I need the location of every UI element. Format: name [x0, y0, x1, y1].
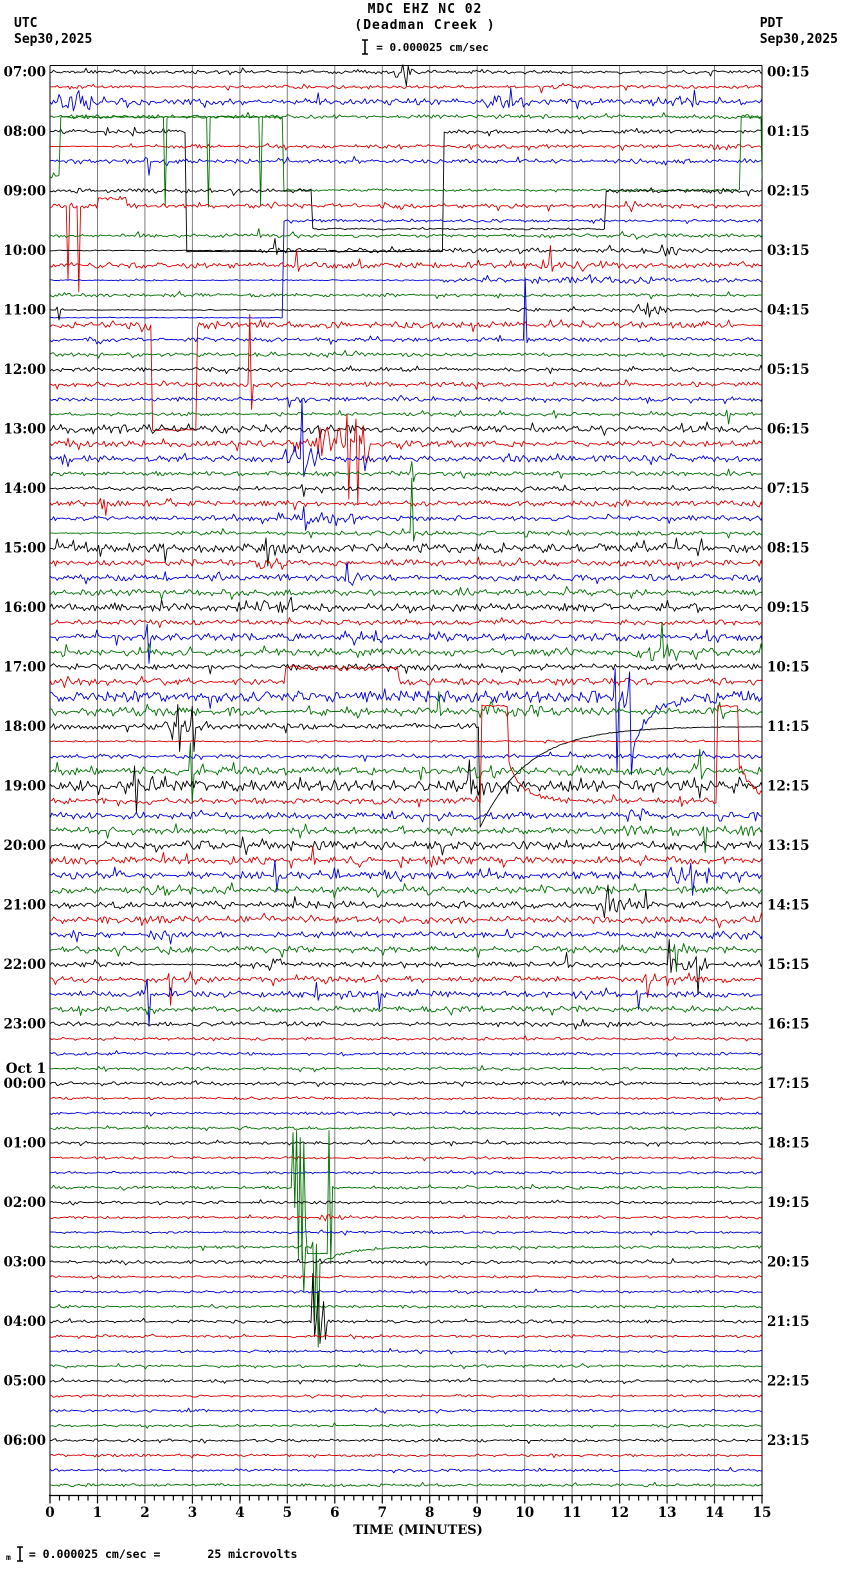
svg-text:14:00: 14:00 [3, 481, 46, 497]
svg-text:19:15: 19:15 [767, 1195, 810, 1211]
pdt-date: Sep30,2025 [759, 32, 838, 47]
svg-text:23:15: 23:15 [767, 1433, 810, 1449]
svg-text:10:00: 10:00 [3, 243, 46, 259]
footer-microvolts: 25 microvolts [207, 1547, 298, 1561]
svg-text:03:00: 03:00 [3, 1254, 46, 1271]
svg-text:7: 7 [377, 1505, 388, 1521]
svg-text:TIME (MINUTES): TIME (MINUTES) [353, 1523, 483, 1538]
svg-text:07:00: 07:00 [3, 64, 46, 81]
svg-text:13:00: 13:00 [3, 421, 46, 438]
svg-text:07:15: 07:15 [767, 481, 810, 497]
footer-prefix: m [6, 1552, 11, 1562]
svg-text:04:00: 04:00 [3, 1314, 46, 1330]
svg-text:14: 14 [705, 1505, 724, 1521]
svg-text:00:15: 00:15 [767, 64, 810, 81]
svg-text:15:15: 15:15 [767, 957, 810, 973]
svg-text:05:00: 05:00 [3, 1373, 46, 1390]
utc-label: UTC [14, 16, 38, 31]
svg-text:2: 2 [140, 1505, 150, 1521]
svg-text:20:15: 20:15 [767, 1254, 810, 1271]
svg-text:22:00: 22:00 [3, 957, 46, 973]
svg-text:10:15: 10:15 [767, 659, 810, 676]
svg-text:12:00: 12:00 [3, 362, 46, 378]
svg-text:09:00: 09:00 [3, 183, 46, 200]
svg-text:18:15: 18:15 [767, 1135, 810, 1152]
svg-text:15: 15 [752, 1505, 772, 1521]
station-subtitle: (Deadman Creek ) [354, 18, 496, 33]
svg-text:23:00: 23:00 [3, 1016, 46, 1033]
svg-text:0: 0 [45, 1505, 55, 1521]
footer-scale-text: = 0.000025 cm/sec = [28, 1547, 161, 1561]
svg-text:4: 4 [235, 1505, 245, 1521]
svg-text:17:15: 17:15 [767, 1076, 810, 1092]
svg-text:12:15: 12:15 [767, 778, 810, 795]
svg-text:16:15: 16:15 [767, 1016, 810, 1033]
svg-text:11:00: 11:00 [3, 302, 46, 319]
svg-text:12: 12 [610, 1505, 629, 1521]
svg-text:10: 10 [515, 1505, 535, 1521]
svg-text:19:00: 19:00 [3, 778, 46, 795]
svg-text:21:15: 21:15 [767, 1314, 810, 1330]
station-title: MDC EHZ NC 02 [367, 2, 483, 17]
svg-text:18:00: 18:00 [3, 719, 46, 735]
svg-text:14:15: 14:15 [767, 897, 810, 914]
svg-text:11:15: 11:15 [767, 719, 810, 735]
svg-text:08:00: 08:00 [3, 124, 46, 140]
svg-text:8: 8 [424, 1505, 435, 1521]
svg-text:00:00: 00:00 [3, 1076, 46, 1092]
svg-text:5: 5 [282, 1505, 293, 1521]
svg-text:16:00: 16:00 [3, 600, 46, 616]
svg-text:06:15: 06:15 [767, 421, 810, 438]
svg-text:1: 1 [92, 1505, 103, 1521]
svg-text:04:15: 04:15 [767, 302, 810, 319]
svg-text:Oct 1: Oct 1 [5, 1061, 46, 1078]
utc-date: Sep30,2025 [14, 32, 93, 47]
svg-text:02:15: 02:15 [767, 183, 810, 200]
svg-text:21:00: 21:00 [3, 897, 46, 914]
svg-text:06:00: 06:00 [3, 1433, 46, 1449]
svg-text:01:00: 01:00 [3, 1135, 46, 1152]
svg-text:09:15: 09:15 [767, 600, 810, 616]
pdt-label: PDT [759, 16, 784, 31]
svg-text:22:15: 22:15 [767, 1373, 810, 1390]
footer-scale-line [6, 1546, 297, 1562]
svg-text:11: 11 [562, 1505, 582, 1521]
svg-text:13: 13 [657, 1505, 677, 1521]
svg-text:9: 9 [472, 1505, 482, 1521]
svg-text:08:15: 08:15 [767, 540, 810, 557]
svg-text:20:00: 20:00 [3, 838, 46, 854]
svg-text:3: 3 [187, 1505, 198, 1521]
svg-text:03:15: 03:15 [767, 243, 810, 259]
svg-text:05:15: 05:15 [767, 362, 810, 378]
footer-scale-bar-icon [16, 1546, 24, 1562]
svg-text:02:00: 02:00 [3, 1195, 46, 1211]
svg-text:13:15: 13:15 [767, 838, 810, 854]
svg-text:15:00: 15:00 [3, 540, 46, 557]
scale-note: = 0.000025 cm/sec [376, 40, 489, 54]
svg-text:01:15: 01:15 [767, 124, 810, 140]
svg-text:17:00: 17:00 [3, 659, 46, 676]
svg-text:6: 6 [330, 1505, 340, 1521]
